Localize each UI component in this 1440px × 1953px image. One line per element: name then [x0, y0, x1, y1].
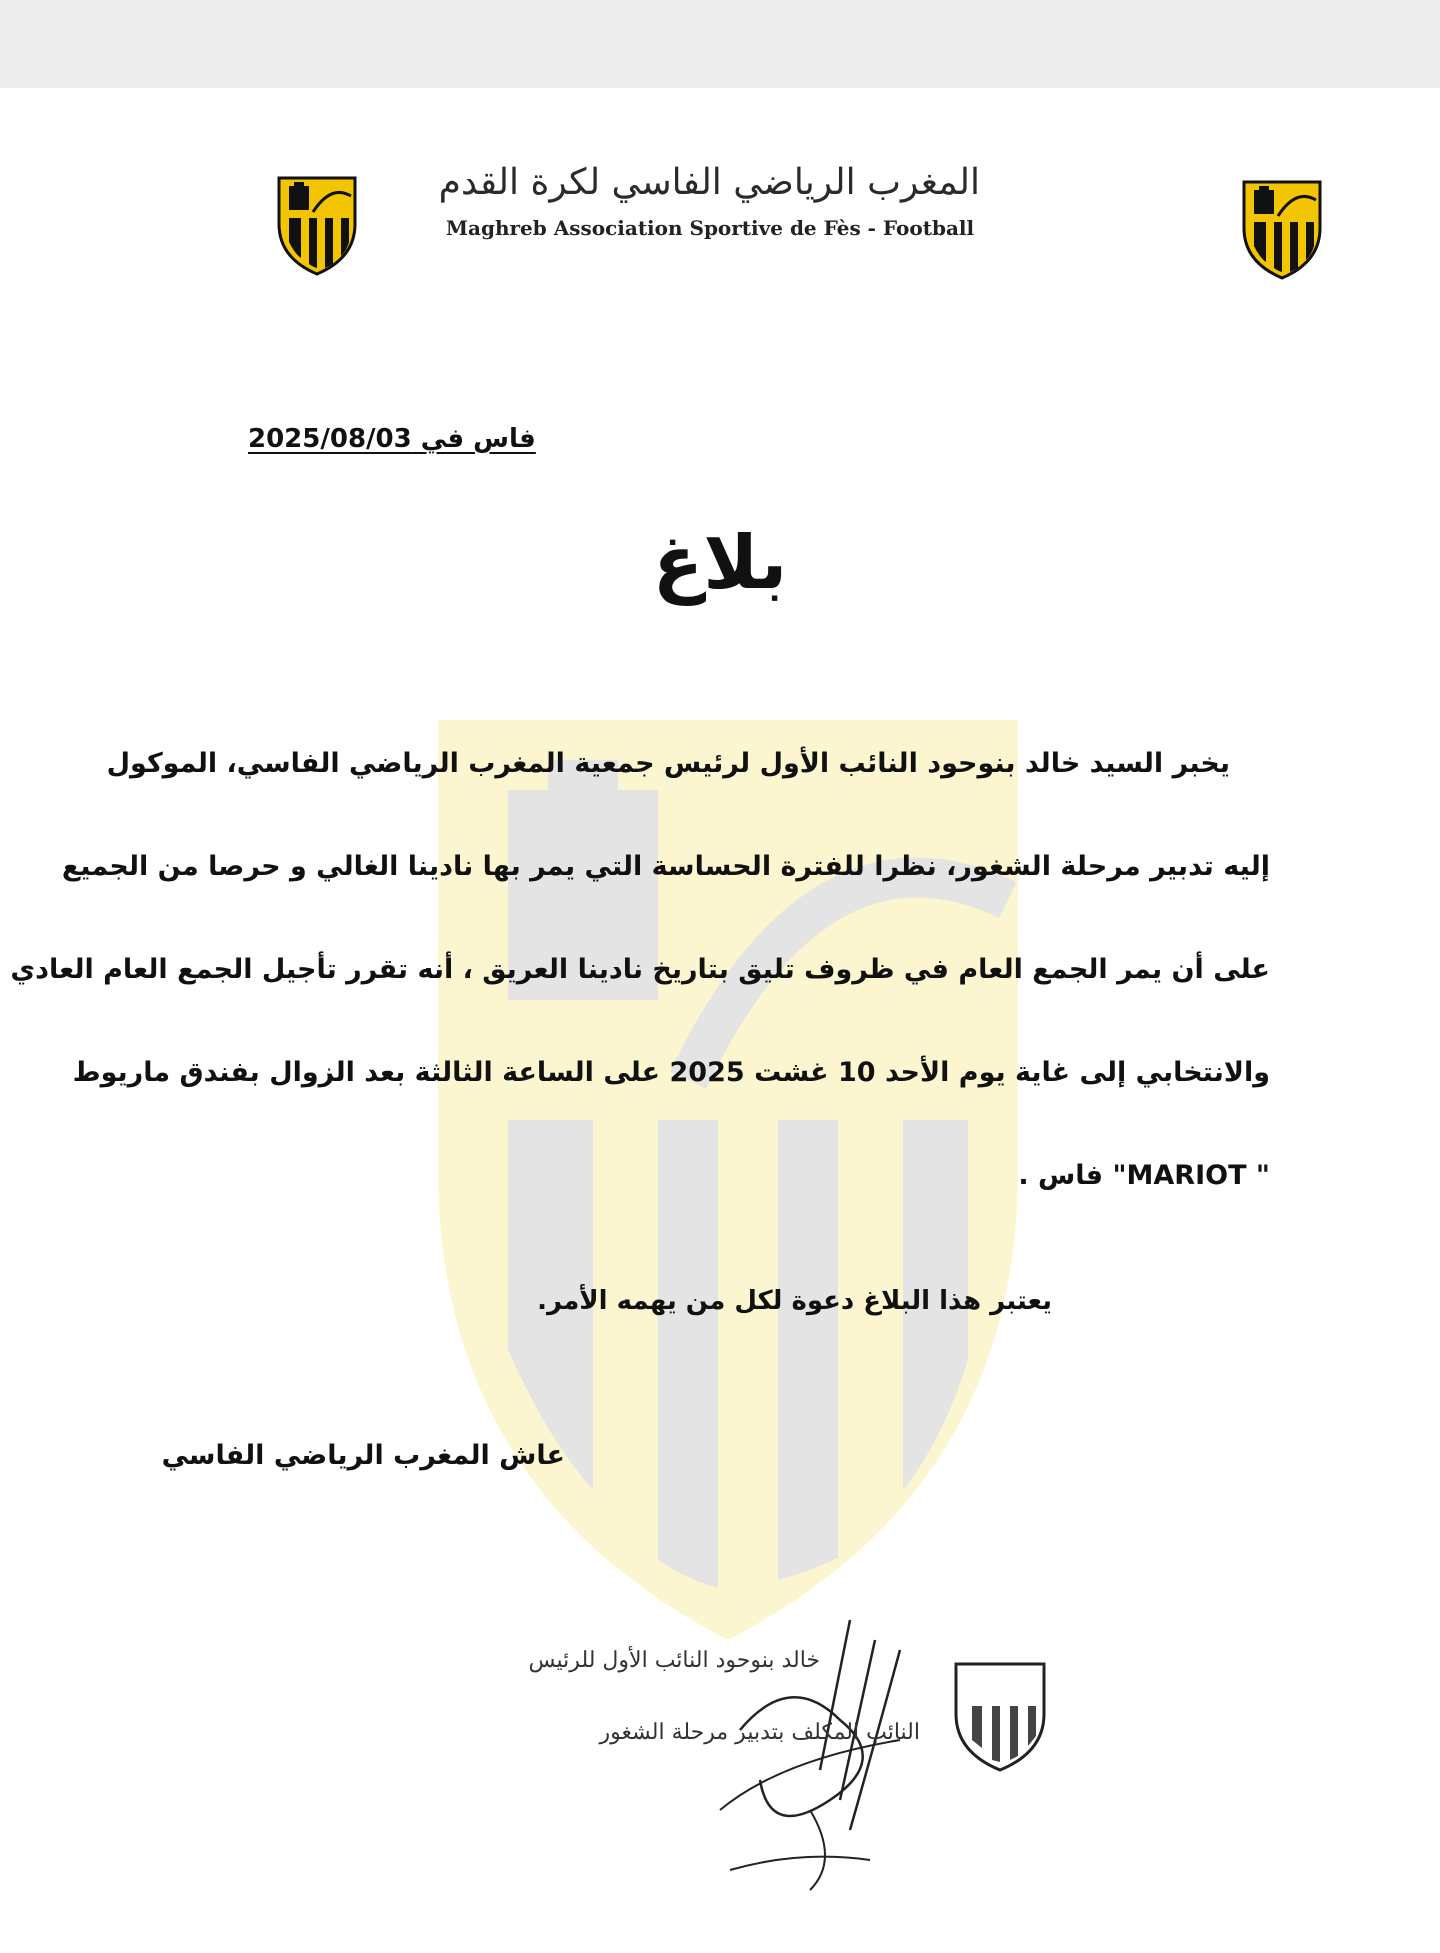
- top-bar: [0, 0, 1440, 88]
- body-line: على أن يمر الجمع العام في ظروف تليق بتاريخ نادينا العريق ، أنه تقرر تأجيل الجمع العام العادي: [10, 954, 1270, 985]
- body-line: يخبر السيد خالد بنوحود النائب الأول لرئيس جمعية المغرب الرياضي الفاسي، الموكول: [106, 748, 1230, 779]
- signatory-name: خالد بنوحود النائب الأول للرئيس: [528, 1648, 820, 1673]
- club-name-arabic: المغرب الرياضي الفاسي لكرة القدم: [438, 162, 980, 203]
- body-line: والانتخابي إلى غاية يوم الأحد 10 غشت 2025 على الساعة الثالثة بعد الزوال بفندق ماريوط: [72, 1057, 1270, 1088]
- body-line: " MARIOT" فاس .: [1018, 1160, 1270, 1191]
- invitation-note: يعتبر هذا البلاغ دعوة لكل من يهمه الأمر.: [537, 1286, 1052, 1316]
- club-name-french: Maghreb Association Sportive de Fès - Football: [445, 216, 975, 240]
- document-title: بلاغ: [652, 520, 788, 606]
- body-line: إليه تدبير مرحلة الشغور، نظرا للفترة الحساسة التي يمر بها نادينا الغالي و حرصا من الجميع: [61, 851, 1270, 882]
- signatory-role: النائب المكلف بتدبير مرحلة الشغور: [599, 1720, 920, 1745]
- club-crest-left-icon: [275, 172, 359, 278]
- club-stamp-icon: [950, 1656, 1050, 1776]
- closing-slogan: عاش المغرب الرياضي الفاسي: [161, 1440, 565, 1471]
- document-date: فاس في 2025/08/03: [248, 424, 536, 454]
- club-crest-right-icon: [1240, 176, 1324, 282]
- letterhead: [440, 158, 980, 240]
- announcement-body: [10, 712, 1270, 1227]
